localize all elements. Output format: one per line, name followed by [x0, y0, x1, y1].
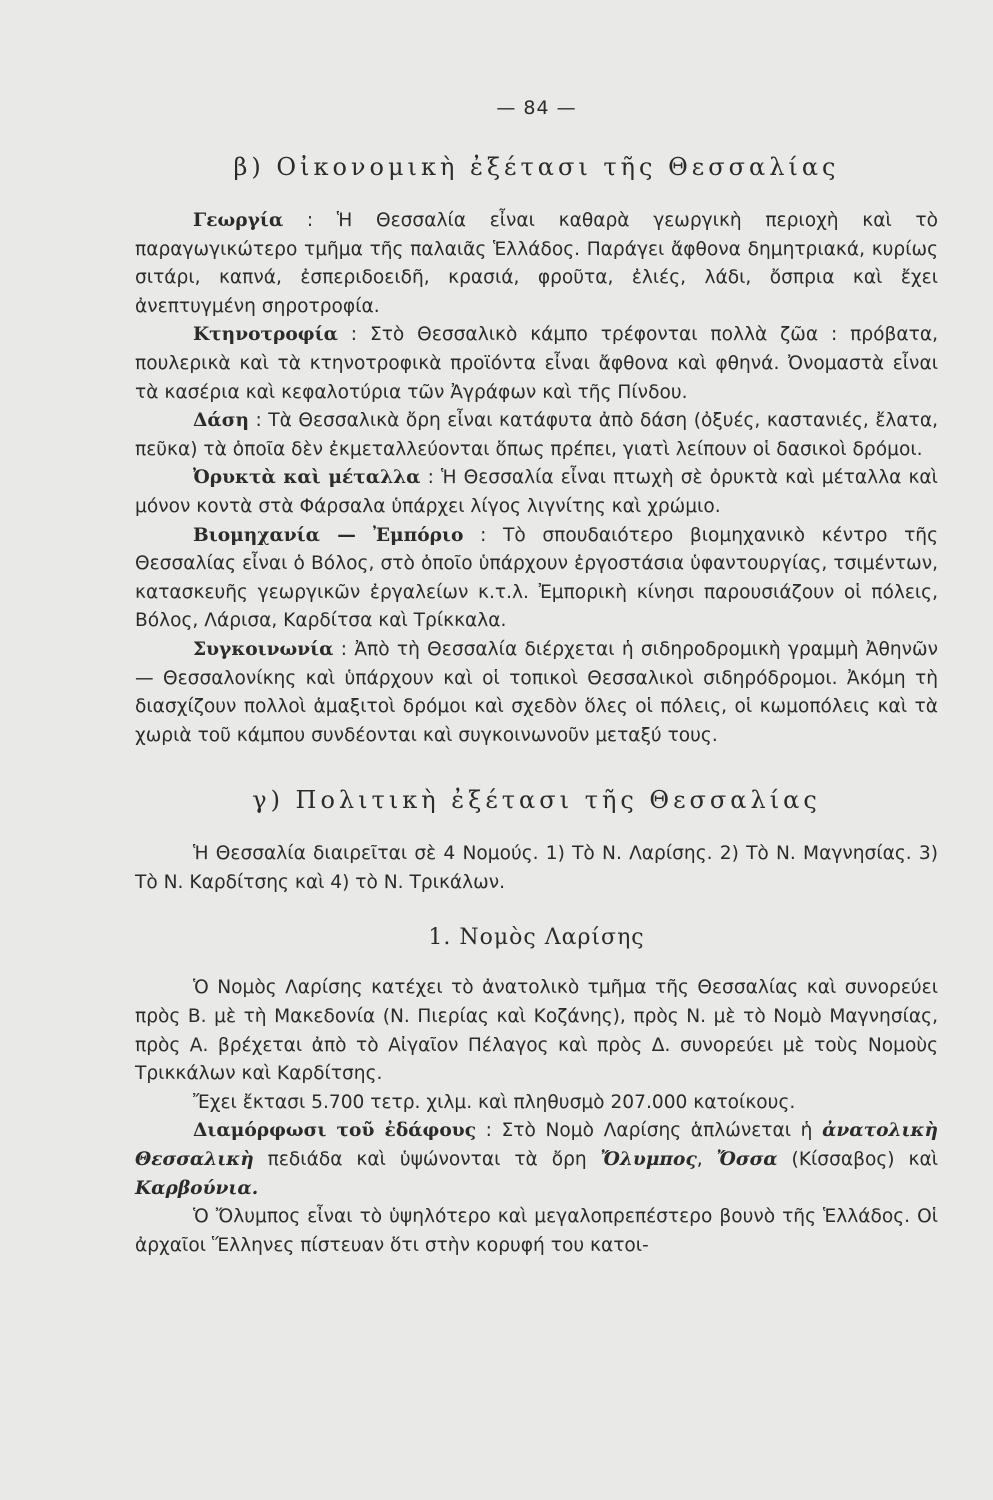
paragraph-terrain — [135, 1117, 938, 1203]
paragraph-agriculture — [135, 207, 938, 321]
paragraph-text: Ἀπὸ τὴ Θεσσαλία διέρχεται ἡ σιδηροδρομικὴ γραμμὴ Ἀθηνῶν — Θεσσαλονίκης καὶ ὑπάρχουν καὶ οἱ τοπικοὶ Θεσσαλικοὶ σιδηρόδρομοι. Ἀκόμη τὴ διασχίζουν πολλοὶ ἁμαξιτοὶ δρόμοι καὶ σχεδὸν ὅλες οἱ πόλεις, οἱ κωμοπόλεις καὶ τὰ χωριὰ τοῦ κάμπου συνδέονται καὶ συγκοινωνοῦν μεταξύ τους. — [135, 638, 938, 746]
paragraph-text: Ἡ Θεσσαλία εἶναι πτωχὴ σὲ ὀρυκτὰ καὶ μέταλλα καὶ μόνον κοντὰ στὰ Φάρσαλα ὑπάρχει λίγος λιγνίτης καὶ χρώμιο. — [135, 467, 938, 517]
section-political-examination — [135, 786, 938, 1260]
term-agriculture: Γεωργία — [193, 210, 284, 231]
emphasis-karvounia: Καρβούνια. — [135, 1177, 259, 1199]
paragraph-forests — [135, 407, 938, 464]
paragraph-olympus: Ὁ Ὄλυμπος εἶναι τὸ ὑψηλότερο καὶ μεγαλοπρεπέστερο βουνὸ τῆς Ἑλλάδος. Οἱ ἀρχαῖοι Ἕλληνες πίστευαν ὅτι στὴν κορυφή του κατοι- — [135, 1206, 938, 1256]
paragraph-industry-trade — [135, 522, 938, 636]
page-number: — 84 — — [496, 97, 577, 119]
emphasis-ossa: Ὄσσα — [716, 1149, 778, 1171]
paragraph-larissa-area: Ἔχει ἔκτασι 5.700 τετρ. χιλμ. καὶ πληθυσμὸ 207.000 κατοίκους. — [193, 1091, 796, 1113]
separator: : — [337, 324, 370, 346]
term-communication: Συγκοινωνία — [193, 638, 334, 660]
section-economic-examination — [135, 153, 938, 750]
section-heading: γ) Πολιτικὴ ἐξέτασι τῆς Θεσσαλίας — [252, 786, 821, 815]
term-industry-trade: Βιομηχανία — Ἐμπόριο — [193, 524, 464, 546]
paragraph-communication — [135, 636, 938, 750]
paragraph-text: Στὸ Νομὸ Λαρίσης ἁπλώνεται ἡ — [501, 1120, 823, 1142]
emphasis-olympus: Ὄλυμπος — [600, 1149, 697, 1171]
paragraph-text: (Κίσσαβος) καὶ — [777, 1149, 938, 1171]
paragraph-text: πεδιάδα καὶ ὑψώνονται τὰ ὄρη — [253, 1149, 601, 1171]
paragraph-text: Ἡ Θεσσαλία εἶναι καθαρὰ γεωργικὴ περιοχὴ καὶ τὸ παραγωγικώτερο τμῆμα τῆς παλαιᾶς Ἑλλάδος. Παράγει ἄφθονα δημητριακά, κυρίως σιτάρι, καπνά, ἐσπεριδοειδῆ, κρασιά, φροῦτα, ἐλιές, λάδι, ὄσπρια καὶ ἔχει ἀνεπτυγμένη σηροτροφία. — [135, 210, 939, 317]
section-heading: β) Οἰκονομικὴ ἐξέτασι τῆς Θεσσαλίας — [233, 153, 840, 181]
paragraph-text: Στὸ Θεσσαλικὸ κάμπο τρέφονται πολλὰ ζῶα : πρόβατα, πουλερικὰ καὶ τὰ κτηνοτροφικὰ προϊόντα εἶναι ἄφθονα καὶ φθηνά. Ὀνομαστὰ εἶναι τὰ κασέρια καὶ κεφαλοτύρια τῶν Ἀγράφων καὶ τῆς Πίνδου. — [135, 324, 938, 403]
separator: : — [463, 524, 504, 546]
term-terrain: Διαμόρφωσι τοῦ ἐδάφους — [193, 1120, 477, 1142]
term-minerals: Ὀρυκτὰ καὶ μέταλλα — [193, 467, 421, 489]
term-livestock: Κτηνοτροφία — [193, 324, 338, 346]
paragraph-text: Τὰ Θεσσαλικὰ ὄρη εἶναι κατάφυτα ἀπὸ δάση (ὀξυές, καστανιές, ἔλατα, πεῦκα) τὰ ὁποῖα δὲν ἐκμεταλλεύονται ὅπως πρέπει, γιατὶ λείπουν οἱ δασικοὶ δρόμοι. — [135, 410, 938, 460]
paragraph-prefectures-intro: Ἡ Θεσσαλία διαιρεῖται σὲ 4 Νομούς. 1) Τὸ Ν. Λαρίσης. 2) Τὸ Ν. Μαγνησίας. 3) Τὸ Ν. Καρδίτσης καὶ 4) τὸ Ν. Τρικάλων. — [135, 843, 938, 893]
separator: : — [476, 1120, 502, 1142]
separator: : — [248, 410, 269, 432]
paragraph-text: , — [696, 1149, 717, 1171]
paragraph-minerals — [135, 464, 938, 521]
paragraph-livestock — [135, 321, 938, 407]
subheading-larissa: 1. Νομὸς Λαρίσης — [428, 925, 645, 951]
term-forests: Δάση — [193, 410, 249, 432]
paragraph-larissa-borders: Ὁ Νομὸς Λαρίσης κατέχει τὸ ἀνατολικὸ τμῆμα τῆς Θεσσαλίας καὶ συνορεύει πρὸς Β. μὲ τὴ Μακεδονία (Ν. Πιερίας καὶ Κοζάνης), πρὸς Ν. μὲ τὸ Νομὸ Μαγνησίας, πρὸς Α. βρέχεται ἀπὸ τὸ Αἰγαῖον Πέλαγος καὶ πρὸς Δ. συνορεύει μὲ τοὺς Νομοὺς Τρικκάλων καὶ Καρδίτσης. — [135, 977, 938, 1085]
separator: : — [283, 210, 337, 231]
separator: : — [420, 467, 441, 489]
paragraph-text: Τὸ σπουδαιότερο βιομηχανικὸ κέντρο τῆς Θεσσαλίας εἶναι ὁ Βόλος, στὸ ὁποῖο ὑπάρχουν ἐργοστάσια ὑφαντουργίας, τσιμέντων, κατασκευῆς γεωργικῶν ἐργαλείων κ.τ.λ. Ἐμπορικὴ κίνησι παρουσιάζουν οἱ πόλεις, Βόλος, Λάρισα, Καρδίτσα καὶ Τρίκκαλα. — [135, 524, 938, 632]
separator: : — [333, 638, 355, 660]
emphasis-plain: ἀνατολικὴ Θεσσαλικὴ — [135, 1120, 938, 1171]
